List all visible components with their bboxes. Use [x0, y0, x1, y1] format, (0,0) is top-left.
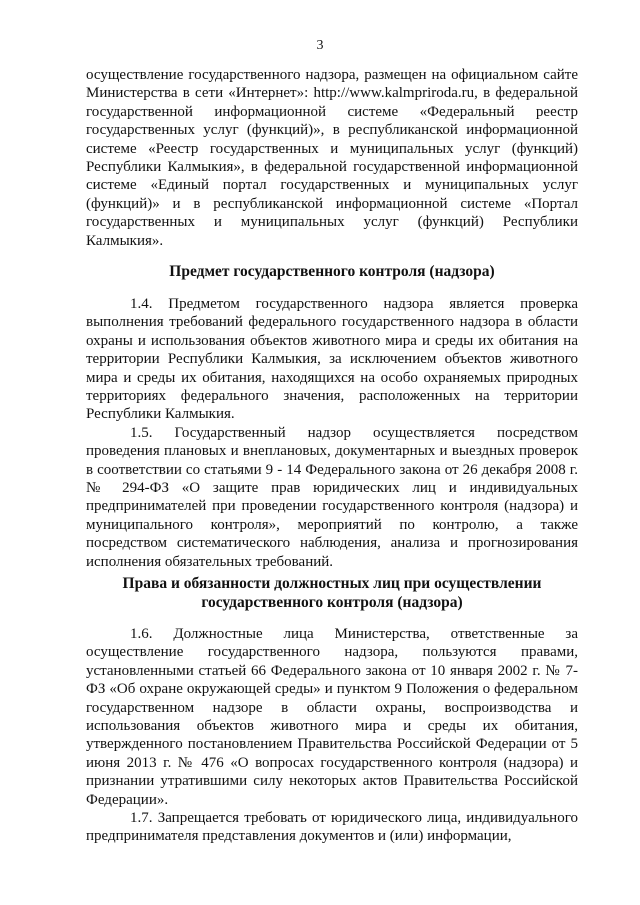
- section-heading-rights: [86, 574, 578, 612]
- paragraph-1-5: 1.5. Государственный надзор осуществляется посредством проведения плановых и внеплановых, документарных и выездных проверок в соответствии со статьями 9 - 14 Федерального закона от 26 декабря 2008 г. № 294-ФЗ «О защите прав юридических лиц и индивидуальных предпринимателей при проведении государственного контроля (надзора) и муниципального контроля», мероприятий по контролю, а также посредством систематического наблюдения, анализа и прогнозирования исполнения обязательных требований.: [86, 424, 578, 570]
- section-subject-body: [86, 295, 578, 571]
- section-heading-subject: Предмет государственного контроля (надзора): [169, 263, 495, 280]
- paragraph-1-4: 1.4. Предметом государственного надзора является проверка выполнения требований федерального государственного надзора в области охраны и использования объектов животного мира и среды их обитания на территории Республики Калмыкия, за исключением объектов животного мира и среды их обитания, находящихся на особо охраняемых природных территориях федерального значения, расположенных на территории Республики Калмыкия.: [86, 296, 578, 423]
- intro-paragraph: осуществление государственного надзора, размещен на официальном сайте Министерства в сети «Интернет»: http://www.kalmpriroda.ru, в федеральной государственной информационной системе «Федеральный реестр государственных услуг (функций)», в республиканской информационной системе «Реестр государственных и муниципальных услуг (функций) Республики Калмыкия», в федеральной государственной информационной системе «Единый портал государственных и муниципальных услуг (функций)» и в республиканской информационной системе «Портал государственных и муниципальных услуг (функций) Республики Калмыкия».: [86, 67, 578, 249]
- paragraph-1-6: 1.6. Должностные лица Министерства, ответственные за осуществление государственного надзора, пользуются правами, установленными статьей 66 Федерального закона от 10 января 2002 г. № 7-ФЗ «Об охране окружающей среды» и пунктом 9 Положения о федеральном государственном надзоре в области охраны, воспроизводства и использования объектов животного мира и среды их обитания, утвержденного постановлением Правительства Российской Федерации от 5 июня 2013 г. № 476 «О вопросах государственного контроля (надзора) и признании утратившими силу некоторых актов Правительства Российской Федерации».: [86, 626, 578, 808]
- section-heading-rights-line1: Права и обязанности должностных лиц при осуществлении: [122, 575, 542, 592]
- section-rights-body: [86, 625, 578, 846]
- paragraph-1-7: 1.7. Запрещается требовать от юридического лица, индивидуального предпринимателя представления документов и (или) информации,: [86, 810, 578, 845]
- section-heading-rights-line2: государственного контроля (надзора): [201, 594, 463, 611]
- intro-paragraph-block: [86, 66, 578, 250]
- page-number: 3: [316, 38, 324, 53]
